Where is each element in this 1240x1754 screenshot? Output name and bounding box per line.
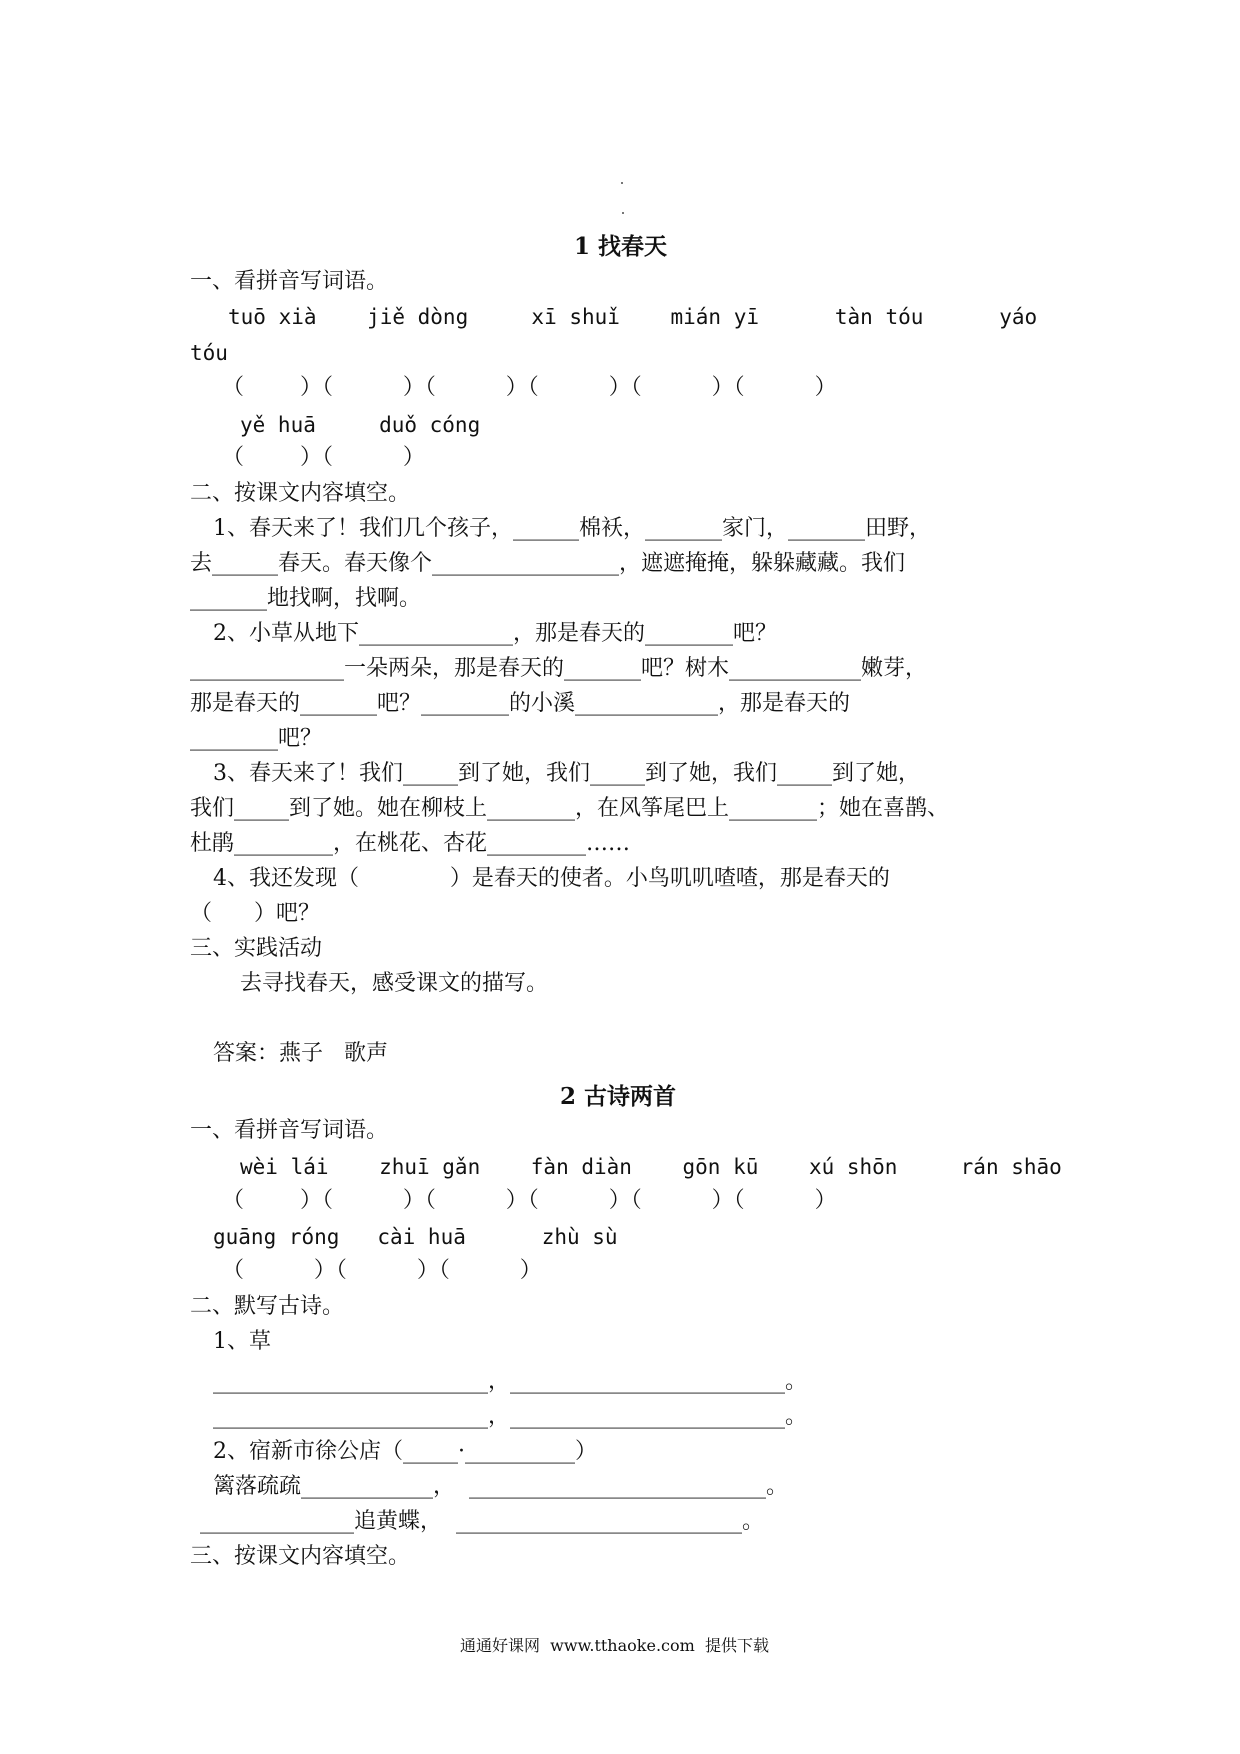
lesson-2-blanks-row2: （ ）（ ）（ ） [222,1258,542,1283]
lesson-1-fill-line: 杜鹃_________，在桃花、杏花_________…… [190,831,631,856]
lesson-1-fill-line: 我们_____到了她。她在柳枝上________，在风筝尾巴上________；她在喜鹊、 [190,796,950,821]
lesson-1-fill-line: 1、春天来了！我们几个孩子，______棉袄，_______家门，_______田野， [213,516,931,541]
lesson-1-part3-heading: 三、实践活动 [190,936,323,961]
lesson-1-part1-heading: 一、看拼音写词语。 [190,269,389,294]
lesson-1-blanks-row1: （ ）（ ）（ ）（ ）（ ）（ ） [222,375,837,400]
lesson-1-fill-line: _______地找啊，找啊。 [190,586,422,611]
lesson-1-fill-line: 那是春天的_______吧？________的小溪_____________，那是春天的 [190,691,851,716]
lesson-2-part1-heading: 一、看拼音写词语。 [190,1118,389,1143]
poem-1-line: _________________________，_________________________。 [213,1404,808,1429]
scan-speck [622,212,624,214]
scan-speck [621,182,623,184]
lesson-2-pinyin-row2: guāng róng cài huā zhù sù [213,1225,618,1249]
poem-1-title: 1、草 [213,1329,271,1354]
lesson-2-part2-heading: 二、默写古诗。 [190,1294,345,1319]
lesson-1-fill-line: ________吧？ [190,726,323,751]
lesson-1-fill-line: ______________一朵两朵，那是春天的_______吧？树木____________嫩芽， [190,656,928,681]
lesson-1-part2-heading: 二、按课文内容填空。 [190,481,411,506]
lesson-1-pinyin-row1: tuō xià jiě dòng xī shuǐ mián yī tàn tóu yáo [228,305,1038,329]
poem-2-line: ______________追黄蝶， __________________________。 [200,1509,764,1534]
lesson-1-fill-line: 3、春天来了！我们_____到了她，我们_____到了她，我们_____到了她， [213,761,920,786]
lesson-1-fill-line: 4、我还发现（ ）是春天的使者。小鸟叽叽喳喳，那是春天的 [213,866,890,891]
lesson-2-title: 2 古诗两首 [560,1083,677,1110]
lesson-1-fill-line: 去______春天。春天像个_________________，遮遮掩掩，躲躲藏藏。我们 [190,551,906,576]
lesson-1-pinyin-row1-wrap: tóu [190,341,228,365]
lesson-1-blanks-row2: （ ）（ ） [222,445,425,470]
poem-2-line: 篱落疏疏____________， ___________________________。 [213,1474,788,1499]
lesson-1-pinyin-row2: yě huā duǒ cóng [240,413,481,437]
lesson-1-fill-line: 2、小草从地下______________，那是春天的________吧？ [213,621,777,646]
lesson-1-practice-text: 去寻找春天，感受课文的描写。 [240,971,549,996]
lesson-1-title: 1 找春天 [574,233,668,260]
lesson-2-blanks-row1: （ ）（ ）（ ）（ ）（ ）（ ） [222,1188,837,1213]
lesson-2-part3-heading: 三、按课文内容填空。 [190,1544,411,1569]
footer-source: 通通好课网 www.tthaoke.com 提供下载 [460,1636,769,1655]
poem-1-line: _________________________，_________________________。 [213,1369,808,1394]
lesson-1-fill-line: （ ）吧？ [190,901,320,926]
lesson-2-pinyin-row1: wèi lái zhuī gǎn fàn diàn gōn kū xú shōn rán shāo [240,1155,1062,1179]
lesson-1-answer: 答案：燕子 歌声 [213,1041,388,1066]
poem-2-title: 2、宿新市徐公店（_____·__________） [213,1439,597,1464]
